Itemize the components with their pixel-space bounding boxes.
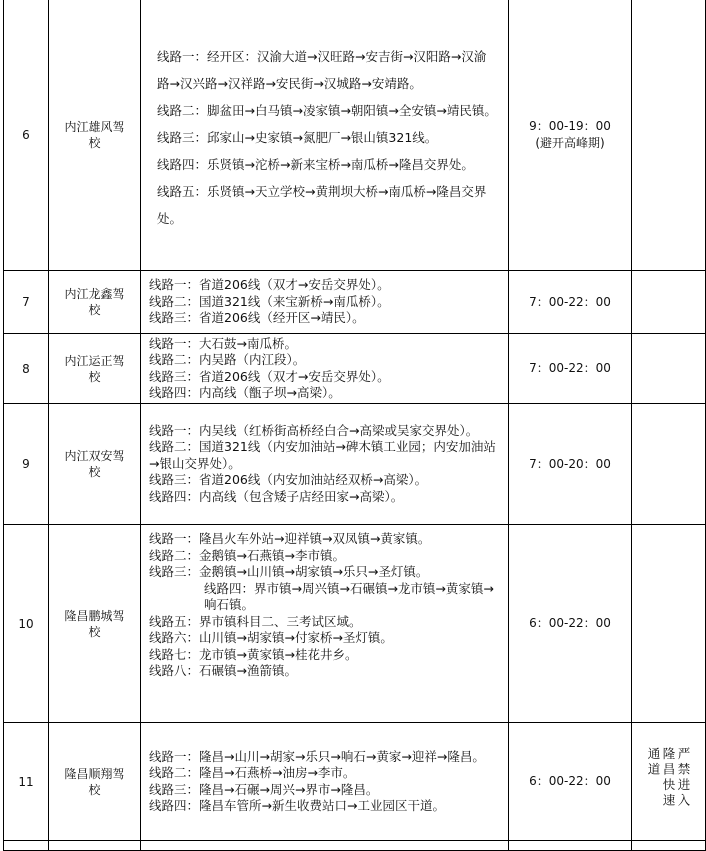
route-line: 线路一：隆昌火车外站→迎祥镇→双凤镇→黄家镇。 bbox=[149, 531, 431, 546]
route-line: 线路二：隆昌→石燕桥→油房→李市。 bbox=[149, 765, 356, 780]
row-number: 8 bbox=[4, 334, 49, 404]
training-time: 9：00-19：00 bbox=[529, 118, 611, 133]
training-time-note: (避开高峰期) bbox=[535, 135, 605, 150]
row-number: 7 bbox=[4, 271, 49, 334]
driving-school-route-table bbox=[3, 0, 706, 851]
table-row bbox=[4, 404, 706, 525]
row-number: 9 bbox=[4, 404, 49, 525]
school-name: 内江双安驾校 bbox=[49, 404, 141, 525]
routes-cell bbox=[141, 404, 509, 525]
row-number: 11 bbox=[4, 723, 49, 841]
route-line: 线路三：金鹅镇→山川镇→胡家镇→乐只→圣灯镇。 bbox=[149, 564, 429, 579]
route-line: 线路一：内吴线（红桥街高桥经白合→高梁或吴家交界处）。 bbox=[149, 422, 479, 438]
table-row bbox=[4, 525, 706, 723]
route-line: 线路三：隆昌→石碾→周兴→界市→隆昌。 bbox=[149, 781, 379, 797]
training-time: 7：00-20：00 bbox=[509, 404, 632, 525]
school-name: 隆昌鹏城驾校 bbox=[49, 525, 141, 723]
routes-cell bbox=[141, 525, 509, 723]
route-line: 线路一：隆昌→山川→胡家→乐只→响石→黄家→迎祥→隆昌。 bbox=[149, 748, 485, 764]
route-line: 线路四：内高线（包含矮子店经田家→高梁）。 bbox=[149, 488, 404, 504]
table-row-partial bbox=[4, 841, 706, 851]
route-line: 线路四：隆昌车管所→新生收费站口→工业园区干道。 bbox=[149, 798, 445, 813]
school-name: 隆昌顺翔驾校 bbox=[49, 723, 141, 841]
table-row bbox=[4, 271, 706, 334]
route-line: 线路三：省道206线（经开区→靖民）。 bbox=[149, 310, 365, 326]
route-line: 线路三：省道206线（内安加油站经双桥→高梁）。 bbox=[149, 472, 428, 488]
restriction-note: 严禁进入隆昌快速通道 bbox=[646, 746, 691, 809]
time-cell bbox=[509, 0, 632, 271]
route-line: 线路二：金鹅镇→石燕镇→李市镇。 bbox=[149, 547, 345, 563]
routes-cell bbox=[141, 271, 509, 334]
route-line: 线路一：大石鼓→南瓜桥。 bbox=[149, 335, 297, 351]
routes-cell bbox=[141, 723, 509, 841]
training-time: 7：00-22：00 bbox=[509, 271, 632, 334]
route-line: 线路二：脚盆田→白马镇→凌家镇→朝阳镇→全安镇→靖民镇。 bbox=[157, 103, 497, 118]
note-cell bbox=[632, 334, 706, 404]
note-cell bbox=[632, 271, 706, 334]
route-line: 线路四：内高线（甑子坝→高梁）。 bbox=[149, 385, 341, 400]
route-line: 线路三：邱家山→史家镇→氮肥厂→银山镇321线。 bbox=[157, 130, 438, 145]
route-line: 线路一：省道206线（双才→安岳交界处）。 bbox=[149, 277, 390, 293]
note-cell bbox=[632, 723, 706, 841]
route-line: 线路六：山川镇→胡家镇→付家桥→圣灯镇。 bbox=[149, 630, 393, 645]
school-name: 内江运正驾校 bbox=[49, 334, 141, 404]
route-line: 线路四：界市镇→周兴镇→石碾镇→龙市镇→黄家镇→响石镇。 bbox=[204, 580, 494, 612]
routes-cell bbox=[141, 334, 509, 404]
row-number: 6 bbox=[4, 0, 49, 271]
school-name: 内江龙鑫驾校 bbox=[49, 271, 141, 334]
route-line: 线路一：经开区：汉渝大道→汉旺路→安吉街→汉阳路→汉渝路→汉兴路→汉祥路→安民街→汉城路→安靖路。 bbox=[157, 49, 487, 91]
training-time: 7：00-22：00 bbox=[509, 334, 632, 404]
table-row bbox=[4, 723, 706, 841]
school-name: 内江雄风驾校 bbox=[49, 0, 141, 271]
training-time: 6：00-22：00 bbox=[509, 723, 632, 841]
note-cell bbox=[632, 0, 706, 271]
note-cell bbox=[632, 404, 706, 525]
route-line: 线路四：乐贤镇→沱桥→新来宝桥→南瓜桥→隆昌交界处。 bbox=[157, 157, 474, 172]
route-line: 线路八：石碾镇→渔箭镇。 bbox=[149, 663, 297, 678]
table-row bbox=[4, 0, 706, 271]
route-line: 线路二：国道321线（来宝新桥→南瓜桥）。 bbox=[149, 293, 390, 309]
table-row bbox=[4, 334, 706, 404]
route-line: 线路二：内吴路（内江段）。 bbox=[149, 352, 306, 367]
note-cell bbox=[632, 525, 706, 723]
training-time: 6：00-22：00 bbox=[509, 525, 632, 723]
route-line: 线路二：国道321线（内安加油站→碑木镇工业园；内安加油站→银山交界处）。 bbox=[149, 439, 496, 471]
route-line: 线路五：乐贤镇→天立学校→黄荆坝大桥→南瓜桥→隆昌交界处。 bbox=[157, 184, 487, 226]
row-number: 10 bbox=[4, 525, 49, 723]
routes-cell bbox=[141, 0, 509, 271]
route-line: 线路五：界市镇科目二、三考试区域。 bbox=[149, 613, 362, 629]
route-line: 线路七：龙市镇→黄家镇→桂花井乡。 bbox=[149, 646, 358, 662]
route-line: 线路三：省道206线（双才→安岳交界处）。 bbox=[149, 368, 390, 384]
